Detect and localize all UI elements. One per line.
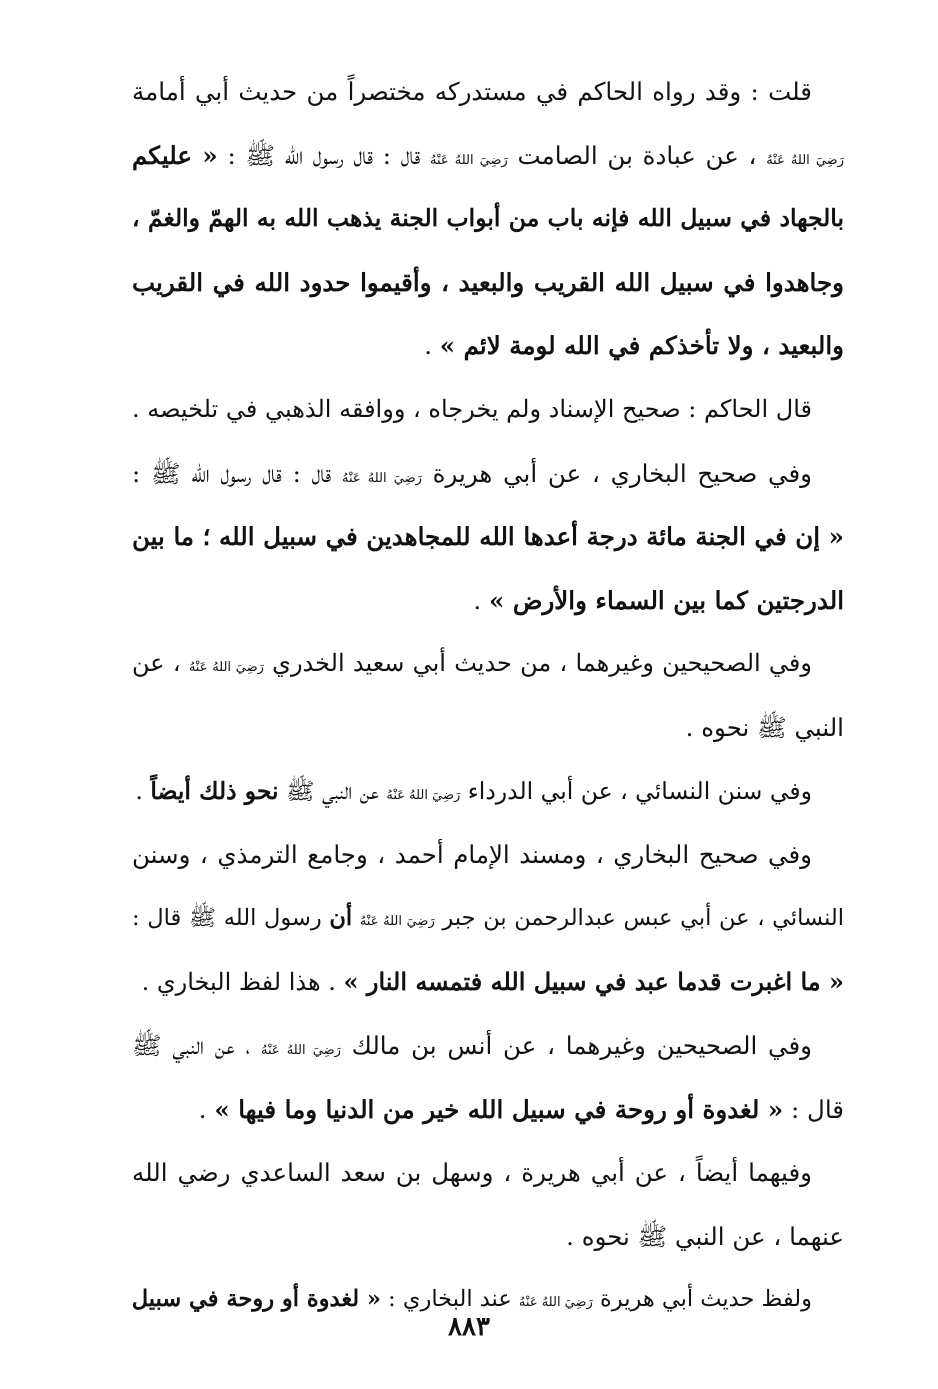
hadith-quote: « إن في الجنة مائة درجة أعدها الله للمجاهدين في سبيل الله ؛ ما بين	[132, 522, 844, 552]
hadith-quote: بالجهاد في سبيل الله فإنه باب من أبواب الجنة يذهب الله به الهمّ والغمّ ،	[132, 204, 844, 233]
text-line	[132, 314, 844, 378]
text-line	[132, 505, 844, 569]
text-run: عنهما ، عن النبي ﷺ نحوه .	[566, 1221, 844, 1251]
text-run: عند البخاري :	[380, 1286, 519, 1313]
text-line	[132, 1205, 844, 1269]
hadith-quote: الدرجتين كما بين السماء والأرض »	[489, 585, 844, 615]
text-run: قال : قال رسول الله ﷺ :	[132, 458, 342, 488]
honorific-phrase: رَضِيَ اللهُ عَنْهُ	[518, 1295, 593, 1311]
text-run: وفي الصحيحين وغيرهما ، من حديث أبي سعيد الخدري	[263, 649, 812, 678]
hadith-quote: « عليكم	[132, 140, 218, 170]
honorific-phrase: رَضِيَ اللهُ عَنْهُ	[430, 152, 508, 168]
text-run: قال : قال رسول الله ﷺ :	[217, 140, 430, 170]
text-run: النبي ﷺ نحوه .	[685, 712, 844, 742]
text-line	[132, 251, 844, 315]
text-run: ، عن	[132, 649, 189, 678]
text-line	[132, 887, 844, 951]
honorific-phrase: رَضِيَ اللهُ عَنْهُ	[341, 470, 422, 486]
text-run: النسائي ، عن أبي عبس عبدالرحمن بن جبر	[434, 904, 844, 931]
text-run: وفي سنن النسائي ، عن أبي الدرداء	[460, 776, 812, 805]
text-run: .	[424, 331, 440, 361]
page-body-text	[132, 60, 844, 1332]
hadith-quote: أن	[329, 904, 353, 931]
text-run: وفي صحيح البخاري ، عن أبي هريرة	[421, 458, 812, 488]
text-line	[132, 124, 844, 188]
honorific-phrase: رَضِيَ اللهُ عَنْهُ	[386, 787, 461, 803]
text-line	[132, 760, 844, 824]
text-line	[132, 60, 844, 124]
page-number: ٨٨٣	[448, 1312, 490, 1342]
text-run: ولفظ حديث أبي هريرة	[592, 1286, 812, 1313]
hadith-quote: « لغدوة أو روحة في سبيل	[132, 1286, 381, 1313]
hadith-quote: والبعيد ، ولا تأخذكم في الله لومة لائم »	[439, 331, 844, 361]
text-run: وفي صحيح البخاري ، ومسند الإمام أحمد ، وجامع الترمذي ، وسنن	[132, 840, 812, 870]
text-run: ، عن النبي ﷺ	[132, 1030, 261, 1060]
hadith-quote: « ما اغبرت قدما عبد في سبيل الله فتمسه النار »	[343, 967, 844, 997]
text-run: .	[198, 1094, 215, 1124]
text-line	[132, 1014, 844, 1078]
text-run: رسول الله ﷺ قال :	[132, 904, 330, 931]
text-run: .	[135, 776, 151, 805]
text-line	[132, 823, 844, 887]
hadith-quote: « لغدوة أو روحة في سبيل الله خير من الدنيا وما فيها »	[214, 1094, 784, 1124]
text-line	[132, 1141, 844, 1205]
hadith-quote: وجاهدوا في سبيل الله القريب والبعيد ، وأقيموا حدود الله في القريب	[132, 267, 844, 297]
text-run: عن النبي ﷺ	[278, 776, 387, 805]
honorific-phrase: رَضِيَ اللهُ عَنْهُ	[359, 913, 435, 929]
text-run: قال الحاكم : صحيح الإسناد ولم يخرجاه ، ووافقه الذهبي في تلخيصه .	[132, 394, 812, 423]
honorific-phrase: رَضِيَ اللهُ عَنْهُ	[766, 152, 844, 168]
text-line	[132, 378, 844, 442]
hadith-quote: نحو ذلك أيضاً	[150, 776, 279, 805]
text-line	[132, 632, 844, 696]
text-run: قال :	[783, 1094, 844, 1124]
text-run: قلت : وقد رواه الحاكم في مستدركه مختصراً من حديث أبي أمامة	[132, 77, 812, 106]
text-line	[132, 1078, 844, 1142]
text-line	[132, 569, 844, 633]
text-run: .	[473, 585, 489, 615]
text-line	[132, 187, 844, 251]
text-run	[352, 905, 360, 931]
text-run: ، عن عبادة بن الصامت	[507, 140, 767, 170]
text-run: وفي الصحيحين وغيرهما ، عن أنس بن مالك	[340, 1030, 812, 1060]
text-run: . هذا لفظ البخاري .	[141, 968, 344, 997]
text-line	[132, 442, 844, 506]
text-line	[132, 950, 844, 1014]
honorific-phrase: رَضِيَ اللهُ عَنْهُ	[188, 660, 264, 676]
text-run: وفيهما أيضاً ، عن أبي هريرة ، وسهل بن سعد الساعدي رضي الله	[132, 1158, 812, 1188]
text-line	[132, 696, 844, 760]
honorific-phrase: رَضِيَ اللهُ عَنْهُ	[260, 1042, 341, 1058]
